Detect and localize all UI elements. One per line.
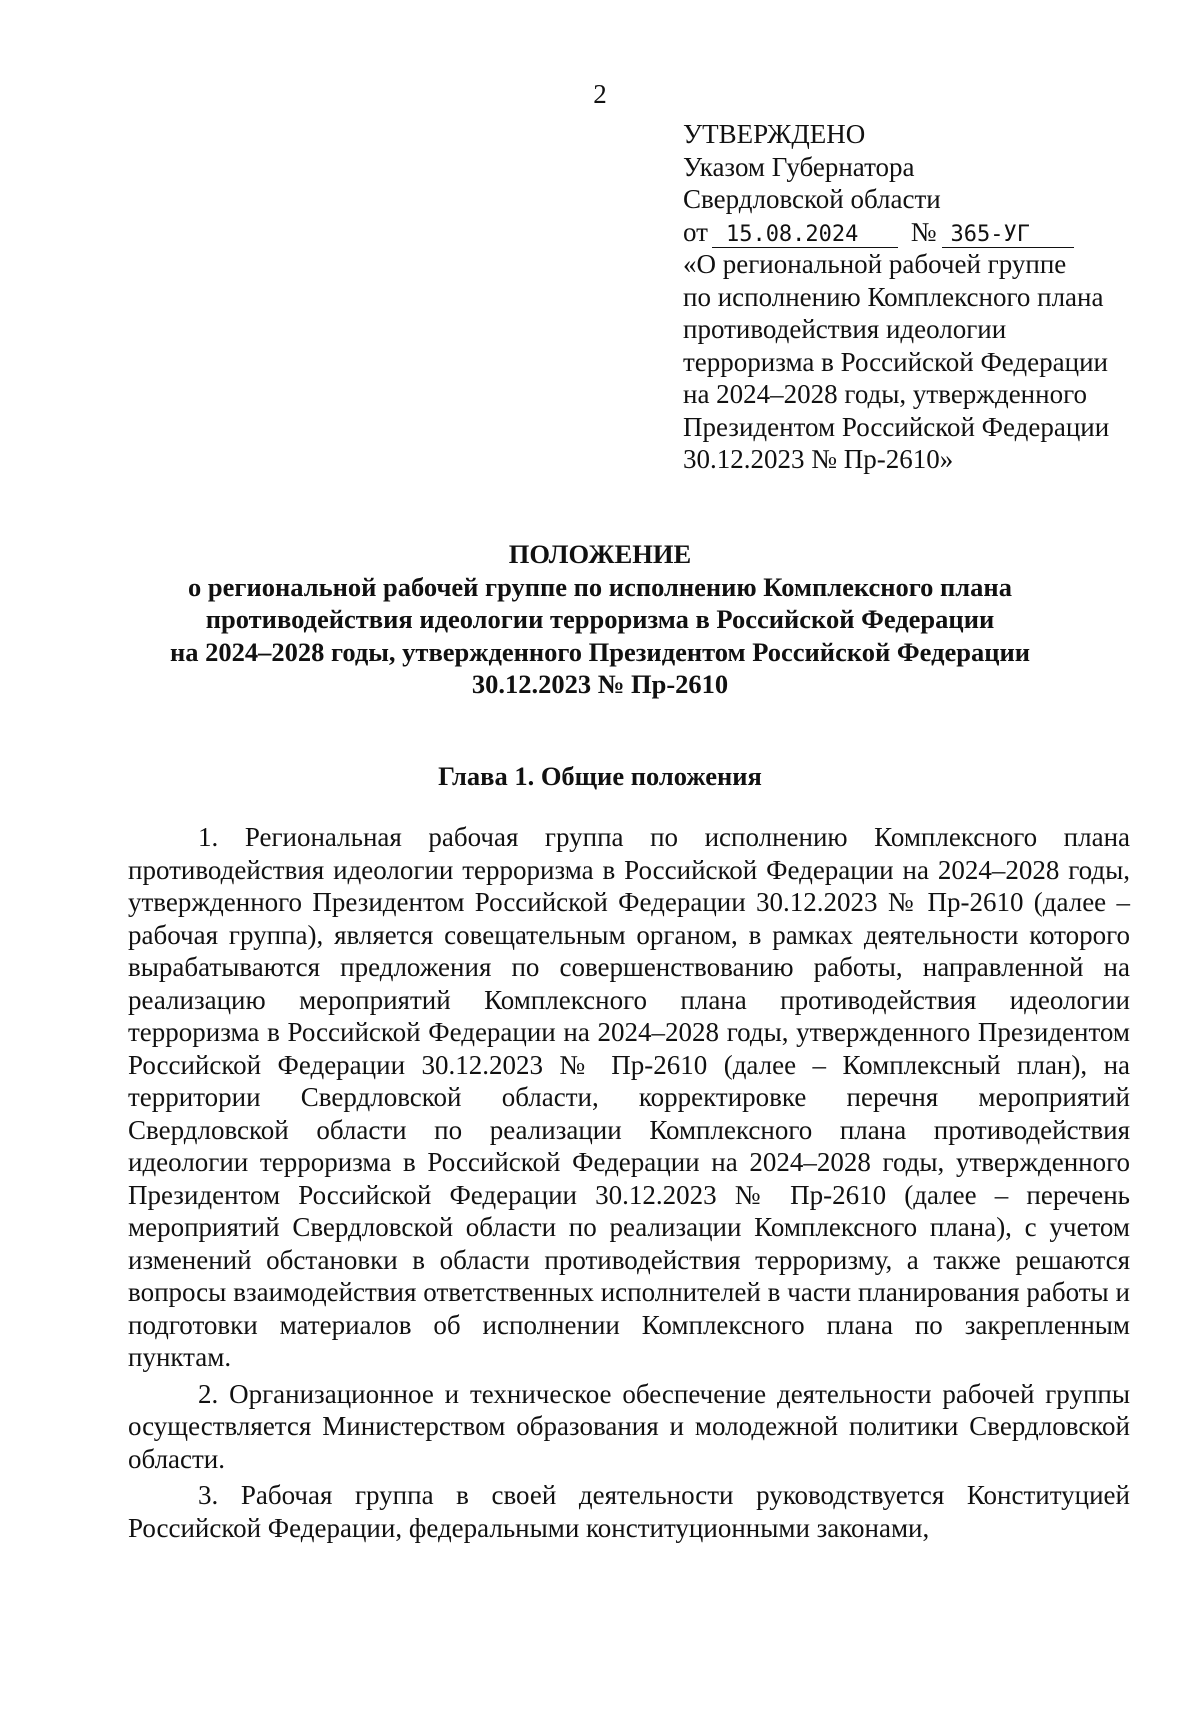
heading-line: 30.12.2023 № Пр-2610: [471, 669, 729, 699]
document-heading: [0, 538, 1200, 701]
approval-title-line: на 2024–2028 годы, утвержденного: [683, 379, 1087, 409]
approval-title-line: терроризма в Российской Федерации: [683, 346, 1108, 377]
chapter-title: Глава 1. Общие положения: [438, 761, 762, 791]
document-body: [128, 821, 1130, 1548]
date-prefix: от: [683, 216, 708, 247]
approval-title-line: Президентом Российской Федерации: [683, 411, 1110, 442]
approval-date-number-line: [683, 216, 1173, 249]
page-number: 2: [593, 79, 607, 109]
approval-line: Свердловской области: [683, 184, 941, 214]
heading-line: на 2024–2028 годы, утвержденного Президентом Российской Федерации: [169, 636, 1031, 667]
approval-line: Указом Губернатора: [683, 151, 915, 182]
approval-title-line: по исполнению Комплексного плана: [683, 281, 1104, 312]
approval-title-line: противодействия идеологии: [683, 314, 1007, 344]
approval-number: 365-УГ: [942, 223, 1074, 248]
approval-date: 15.08.2024: [712, 223, 898, 248]
approval-title-line: 30.12.2023 № Пр-2610»: [683, 444, 954, 474]
heading-line: противодействия идеологии терроризма в Российской Федерации: [205, 604, 995, 634]
approval-block: [683, 118, 1173, 476]
heading-title: ПОЛОЖЕНИЕ: [508, 539, 692, 569]
heading-line: о региональной рабочей группе по исполнению Комплексного плана: [188, 571, 1012, 602]
paragraph-3: 3. Рабочая группа в своей деятельности руководствуется Конституцией Российской Федерации, федеральными конституционными законами,: [128, 1480, 1130, 1543]
paragraph-2: 2. Организационное и техническое обеспечение деятельности рабочей группы осуществляется Министерством образования и молодежной политики Свердловской области.: [128, 1378, 1130, 1474]
number-prefix: №: [910, 216, 937, 247]
approval-title-line: «О региональной рабочей группе: [683, 249, 1067, 279]
approval-line: УТВЕРЖДЕНО: [683, 119, 866, 149]
paragraph-1: 1. Региональная рабочая группа по исполнению Комплексного плана противодействия идеологии терроризма в Российской Федерации на 2024–2028 годы, утвержденного Президентом Российской Федерации 30.12.2023 № Пр-2610 (далее – рабочая группа), является совещательным органом, в рамках деятельности которого вырабатываются предложения по совершенствованию работы, направленной на реализацию мероприятий Комплексного плана противодействия идеологии терроризма в Российской Федерации на 2024–2028 годы, утвержденного Президентом Российской Федерации 30.12.2023 № Пр-2610 (далее – Комплексный план), на территории Свердловской области, корректировке перечня мероприятий Свердловской области по реализации Комплексного плана противодействия идеологии терроризма в Российской Федерации на 2024–2028 годы, утвержденного Президентом Российской Федерации 30.12.2023 № Пр-2610 (далее – перечень мероприятий Свердловской области по реализации Комплексного плана), с учетом изменений обстановки в области противодействия терроризму, а также решаются вопросы взаимодействия ответственных исполнителей в части планирования работы и подготовки материалов об исполнении Комплексного плана по закрепленным пунктам.: [128, 822, 1130, 1372]
